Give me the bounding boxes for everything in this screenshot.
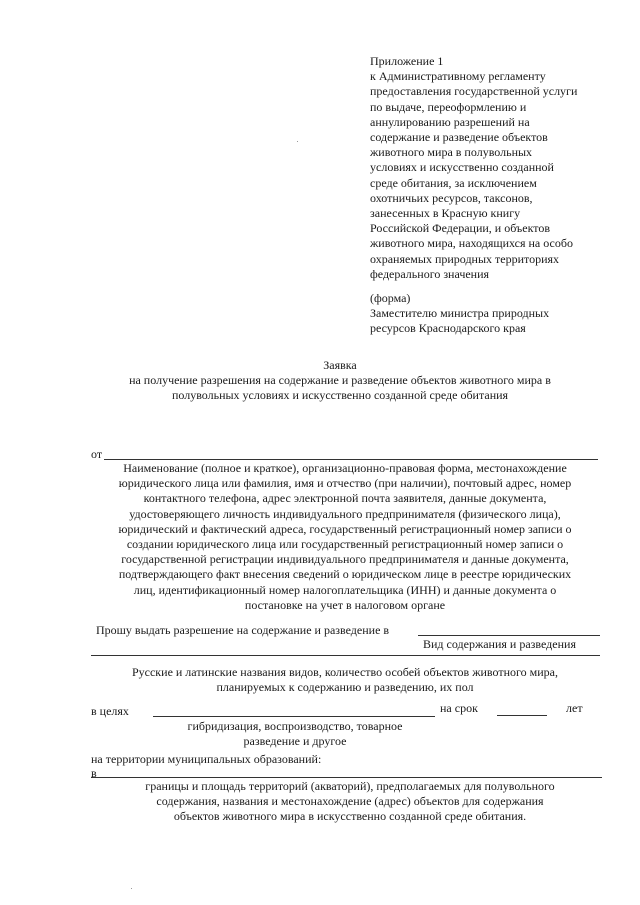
document-subtitle (0, 373, 640, 403)
species-hint (90, 665, 600, 695)
keeping-type-hint: Вид содержания и разведения (423, 637, 576, 651)
territory-hint-line: границы и площадь территорий (акваторий), предполагаемых для полувольного (145, 779, 555, 793)
applicant-hint-line: удостоверяющего личность индивидуального предпринимателя (физического лица), (129, 506, 561, 521)
purpose-field-line[interactable] (153, 716, 435, 717)
appendix-line: Российской Федерации, и объектов (370, 221, 550, 236)
purpose-label: в целях (91, 704, 129, 718)
appendix-block (370, 54, 577, 282)
addressee-line: Заместителю министра природных (370, 306, 550, 320)
territory-hint-line: содержания, названия и местонахождение (адрес) объектов для содержания (156, 794, 544, 809)
appendix-line: занесенных в Красную книгу (370, 206, 521, 221)
addressee-line: ресурсов Краснодарского края (370, 321, 526, 336)
subtitle-line: полувольных условиях и искусственно созданной среде обитания (171, 388, 509, 403)
from-label: от (91, 447, 103, 461)
applicant-field-line[interactable] (104, 459, 598, 460)
applicant-hint-line: Наименование (полное и краткое), организационно-правовая форма, местонахождение (123, 461, 567, 475)
appendix-line: охотничьих ресурсов, таксонов, (370, 190, 533, 205)
appendix-line: среде обитания, за исключением (370, 175, 537, 190)
territory-label: на территории муниципальных образований: (91, 752, 322, 766)
appendix-line: по выдаче, переоформлению и (370, 99, 527, 114)
purpose-hint-line: гибридизация, воспроизводство, товарное (187, 719, 403, 733)
purpose-hint-line: разведение и другое (243, 734, 347, 749)
applicant-hint-line: лиц, идентификационный номер налогоплательщика (ИНН) и данные документа о (133, 582, 557, 597)
scan-speck (131, 888, 132, 889)
applicant-hint-line: контактного телефона, адрес электронной почта заявителя, данные документа, (143, 491, 547, 506)
term-field-line[interactable] (497, 715, 547, 716)
appendix-line: предоставления государственной услуги (370, 84, 578, 99)
applicant-hint-line: создании юридического лица или государственный регистрационный номер записи о (126, 537, 564, 552)
appendix-line: к Административному регламенту (370, 69, 546, 84)
territory-prefix: в (91, 766, 97, 780)
document-title: Заявка (323, 358, 357, 372)
appendix-line: аннулированию разрешений на (370, 114, 530, 129)
appendix-line: животного мира в полувольных (370, 145, 533, 160)
applicant-hint-line: юридический и фактический адреса, государственный регистрационный номер записи о (118, 521, 572, 536)
request-text: Прошу выдать разрешение на содержание и разведение в (96, 623, 390, 637)
appendix-line: животного мира, находящихся на особо (370, 236, 573, 251)
territory-field-line[interactable] (91, 777, 602, 778)
years-label: лет (566, 701, 583, 715)
purpose-hint (150, 719, 440, 749)
applicant-hint-line: юридического лица или фамилия, имя и отчество (при наличии), почтовый адрес, номер (118, 476, 572, 491)
term-label: на срок (440, 701, 478, 715)
addressee-block (370, 306, 549, 336)
scan-speck (297, 141, 298, 142)
applicant-hint-line: подтверждающего факт внесения сведений о юридическом лице в реестре юридических (118, 567, 572, 582)
applicant-hint (90, 461, 600, 613)
subtitle-line: на получение разрешения на содержание и разведение объектов животного мира в (129, 373, 551, 387)
applicant-hint-line: государственной регистрации индивидуального предпринимателя и данные документа, (121, 552, 569, 567)
territory-hint (100, 779, 600, 825)
species-field-line[interactable] (91, 655, 600, 656)
appendix-line: охраняемых природных территориях (370, 251, 560, 266)
appendix-line: условиях и искусственно созданной (370, 160, 554, 175)
appendix-line: федерального значения (370, 266, 490, 281)
species-hint-line: Русские и латинские названия видов, количество особей объектов животного мира, (131, 665, 558, 679)
species-hint-line: планируемых к содержанию и разведению, их пол (216, 680, 474, 695)
appendix-line: содержание и разведение объектов (370, 130, 548, 145)
form-label: (форма) (370, 291, 411, 305)
keeping-type-field-line[interactable] (418, 635, 600, 636)
appendix-title: Приложение 1 (370, 54, 444, 68)
territory-hint-line: объектов животного мира в искусственно созданной среде обитания. (173, 809, 527, 824)
applicant-hint-line: постановке на учет в налоговом органе (244, 597, 446, 612)
